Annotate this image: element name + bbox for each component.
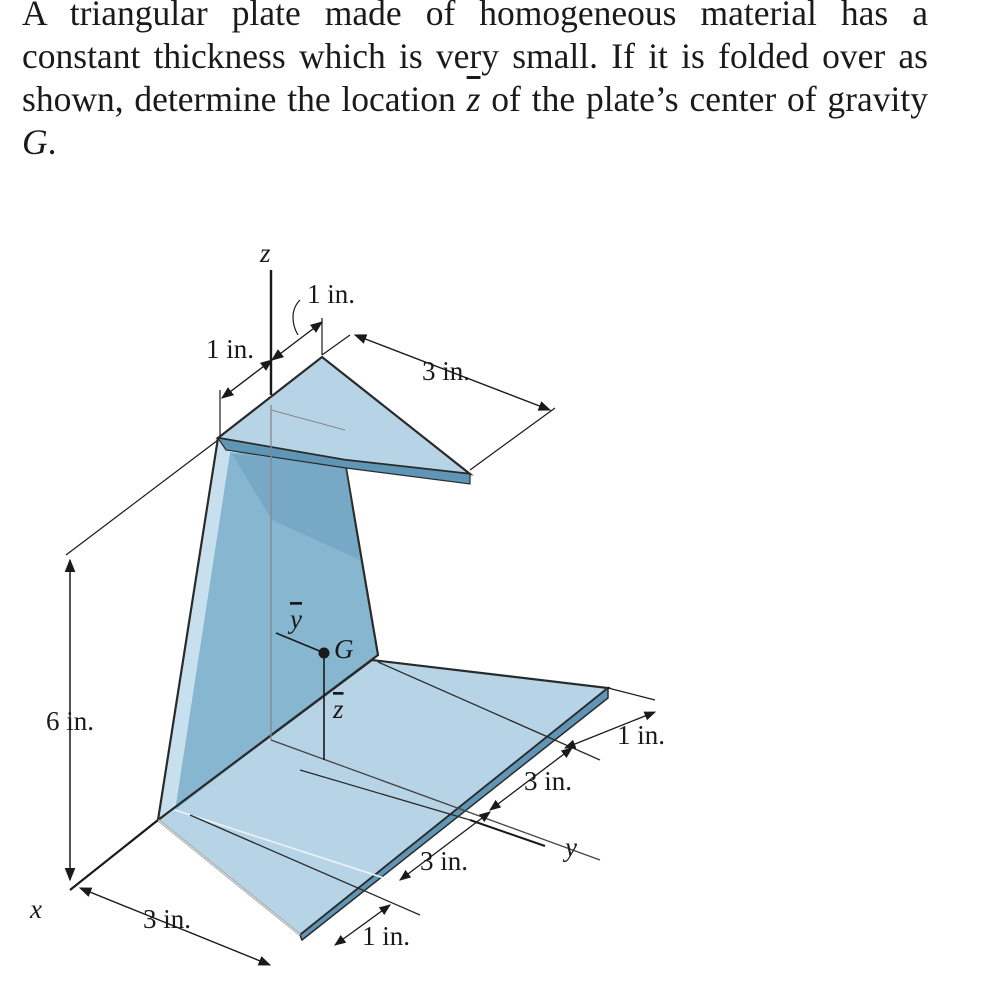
- dim-right-fold-label: 1 in.: [617, 720, 666, 750]
- dim-top-left-label: 1 in.: [206, 334, 255, 364]
- x-axis-label: x: [30, 894, 42, 924]
- dim-top-right-label: 1 in.: [307, 279, 356, 309]
- dim-top-depth-ext-2: [470, 408, 555, 470]
- dim-height-label: 6 in.: [46, 706, 95, 736]
- y-axis-label: y: [565, 832, 577, 862]
- z-axis-label: z: [260, 238, 271, 268]
- cg-symbol: G: [22, 122, 48, 162]
- dim-base-left-label: 3 in.: [143, 904, 192, 934]
- dim-top-depth-label: 3 in.: [422, 356, 471, 386]
- dim-base-fold-label: 1 in.: [362, 921, 411, 951]
- problem-text-middle: of the plate’s center of gravity: [480, 79, 928, 119]
- ybar-label: y: [290, 604, 302, 634]
- centroid-label: G: [334, 634, 354, 664]
- x-axis-line: [70, 820, 158, 890]
- dim-top-left-line: [222, 360, 272, 398]
- dim-right-fold-ext: [608, 688, 655, 700]
- centroid-point: [319, 648, 330, 659]
- dim-height-ext-top: [66, 440, 218, 555]
- dim-top-right-line: [272, 322, 322, 360]
- dim-top-right-leader: [293, 300, 300, 335]
- dim-base-center-label: 3 in.: [420, 846, 469, 876]
- dim-top-depth-ext-1: [322, 335, 350, 355]
- zbar-symbol: $\overline{z}$: [466, 79, 481, 119]
- y-axis-line: [470, 820, 545, 846]
- dim-base-right-label: 3 in.: [524, 766, 573, 796]
- problem-text-start: A triangular plate made of homogeneous material has a constant thickness which is very small. If it is folded over as shown, determine the location: [22, 0, 928, 119]
- problem-text-end: .: [47, 122, 57, 162]
- zbar-label: z: [333, 694, 344, 724]
